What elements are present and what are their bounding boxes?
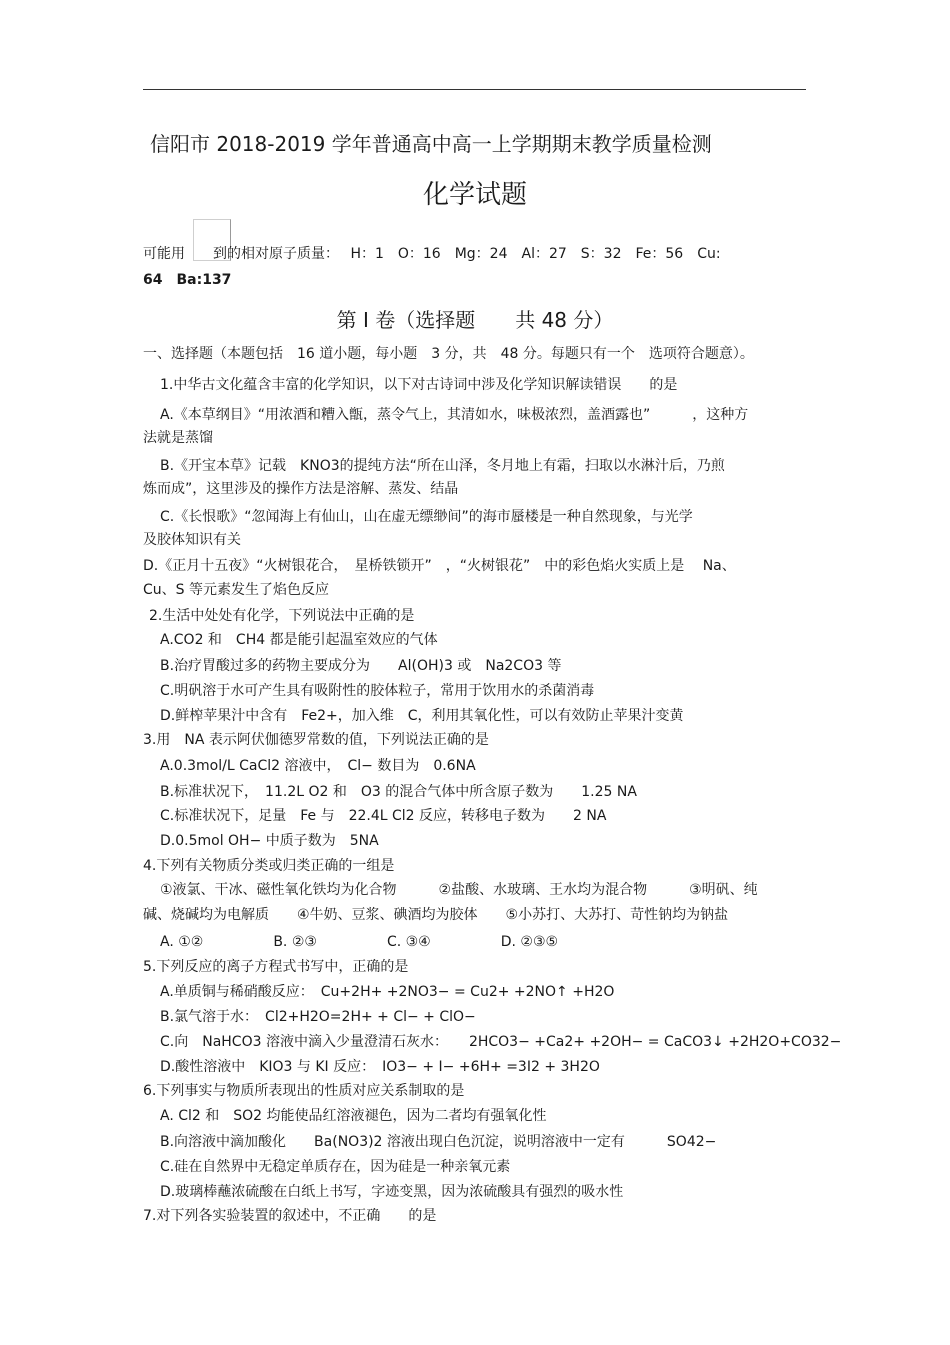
instructions: 一、选择题（本题包括 16 道小题，每小题 3 分，共 48 分。每题只有一个 选项符合题意）。 (143, 346, 754, 362)
question-option: A. ①② B. ②③ C. ③④ D. ②③⑤ (160, 934, 559, 950)
section-title: 第 I 卷（选择题 共 48 分） (336, 308, 614, 332)
question-stem: 5.下列反应的离子方程式书写中，正确的是 (143, 959, 409, 975)
question-option: C.向 NaHCO3 溶液中滴入少量澄清石灰水： 2HCO3− +Ca2+ +2OH− = CaCO3↓ +2H2O+CO32− (160, 1034, 842, 1050)
question-option: B.标准状况下， 11.2L O2 和 O3 的混合气体中所含原子数为 1.25 NA (160, 784, 637, 800)
question-option: B.向溶液中滴加酸化 Ba(NO3)2 溶液出现白色沉淀，说明溶液中一定有 SO42− (160, 1134, 717, 1150)
question-stem: 3.用 NA 表示阿伏伽德罗常数的值，下列说法正确的是 (143, 732, 489, 748)
question-option: A. Cl2 和 SO2 均能使品红溶液褪色，因为二者均有强氧化性 (160, 1108, 547, 1124)
exam-subtitle: 化学试题 (422, 180, 527, 210)
question-option: D.鲜榨苹果汁中含有 Fe2+，加入维 C，利用其氧化性，可以有效防止苹果汁变黄 (160, 708, 684, 724)
question-option: B.氯气溶于水： Cl2+H2O=2H+ + Cl− + ClO− (160, 1009, 476, 1025)
top-rule (143, 89, 806, 90)
question-stem: 7.对下列各实验装置的叙述中，不正确 的是 (143, 1208, 437, 1224)
atomic-masses-line-1: 可能用 到的相对原子质量： H：1 O：16 Mg：24 Al：27 S：32 Fe：56 Cu: (143, 246, 721, 262)
question-option: C.明矾溶于水可产生具有吸附性的胶体粒子，常用于饮用水的杀菌消毒 (160, 683, 595, 699)
question-option: A.单质铜与稀硝酸反应： Cu+2H+ +2NO3− = Cu2+ +2NO↑ +H2O (160, 984, 615, 1000)
question-option: 炼而成”，这里涉及的操作方法是溶解、蒸发、结晶 (143, 481, 459, 497)
exam-title: 信阳市 2018-2019 学年普通高中高一上学期期末教学质量检测 (150, 132, 712, 156)
question-option: 碱、烧碱均为电解质 ④牛奶、豆浆、碘酒均为胶体 ⑤小苏打、大苏打、苛性钠均为钠盐 (143, 907, 729, 923)
question-option: C.标准状况下，足量 Fe 与 22.4L Cl2 反应，转移电子数为 2 NA (160, 808, 607, 824)
question-stem: 2.生活中处处有化学，下列说法中正确的是 (149, 608, 415, 624)
question-option: ①液氯、干冰、磁性氧化铁均为化合物 ②盐酸、水玻璃、王水均为混合物 ③明矾、纯 (160, 882, 758, 898)
question-stem: 4.下列有关物质分类或归类正确的一组是 (143, 858, 395, 874)
question-option: 法就是蒸馏 (143, 430, 213, 446)
question-option: D.酸性溶液中 KIO3 与 KI 反应： IO3− + I− +6H+ =3I2 + 3H2O (160, 1059, 600, 1075)
question-option: B.治疗胃酸过多的药物主要成分为 Al(OH)3 或 Na2CO3 等 (160, 658, 562, 674)
atomic-masses-line-2: 64 Ba:137 (143, 272, 232, 288)
question-option: C.《长恨歌》“忽闻海上有仙山，山在虚无缥缈间”的海市蜃楼是一种自然现象，与光学 (160, 509, 693, 525)
question-option: D.《正月十五夜》“火树银花合， 星桥铁锁开” ，“火树银花” 中的彩色焰火实质上是 Na、 (143, 558, 736, 574)
question-option: A.CO2 和 CH4 都是能引起温室效应的气体 (160, 632, 438, 648)
question-stem: 1.中华古文化蕴含丰富的化学知识，以下对古诗词中涉及化学知识解读错误 的是 (160, 377, 678, 393)
question-option: D.0.5mol OH− 中质子数为 5NA (160, 833, 379, 849)
question-stem: 6.下列事实与物质所表现出的性质对应关系制取的是 (143, 1083, 465, 1099)
question-option: A.0.3mol/L CaCl2 溶液中， Cl− 数目为 0.6NA (160, 758, 476, 774)
question-option: Cu、S 等元素发生了焰色反应 (143, 582, 329, 598)
question-option: 及胶体知识有关 (143, 532, 241, 548)
question-option: D.玻璃棒蘸浓硫酸在白纸上书写，字迹变黑，因为浓硫酸具有强烈的吸水性 (160, 1184, 624, 1200)
question-option: B.《开宝本草》记载 KNO3的提纯方法“所在山泽，冬月地上有霜，扫取以水淋汁后，乃煎 (160, 458, 725, 474)
question-option: C.硅在自然界中无稳定单质存在，因为硅是一种亲氧元素 (160, 1159, 511, 1175)
question-option: A.《本草纲目》“用浓酒和糟入甑，蒸令气上，其清如水，味极浓烈，盖酒露也” ，这种方 (160, 407, 749, 423)
